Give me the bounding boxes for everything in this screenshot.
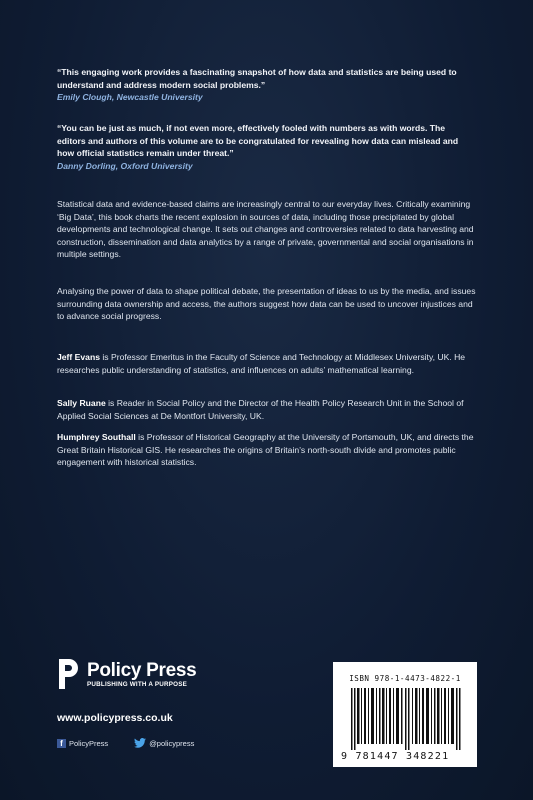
author-bio-text-2: is Reader in Social Policy and the Director of the Health Policy Research Unit in the School of Applied Social Sciences at De Montfort University, UK. (57, 398, 464, 421)
description-paragraph-2: Analysing the power of data to shape political debate, the presentation of ideas to us by the media, and issues surrounding data ownership and access, the authors suggest how data can be used to uncover injustices and to advance social progress. (57, 286, 476, 322)
author-bio-text-1: is Professor Emeritus in the Faculty of Science and Technology at Middlesex University, UK. He researches public understanding of statistics, and influences on adults’ mathematical learning. (57, 352, 466, 375)
author-bio-2 (57, 397, 477, 422)
author-name-2: Sally Ruane (57, 398, 106, 408)
author-bio-1 (57, 351, 477, 376)
policy-press-logo-icon (57, 658, 79, 690)
author-name-1: Jeff Evans (57, 352, 100, 362)
publisher-logo (57, 658, 196, 690)
twitter-icon (134, 738, 146, 748)
social-links (57, 738, 194, 748)
facebook-icon: f (57, 739, 66, 748)
barcode-digits: 9 781447 348221 (341, 751, 450, 762)
quote-2-attribution: Danny Dorling, Oxford University (57, 160, 193, 171)
quote-2-text: “You can be just as much, if not even more, effectively fooled with numbers as with words. The editors and authors of this volume are to be congratulated for revealing how data can mislead and how official statistics remain under threat.” (57, 123, 459, 159)
publisher-name: Policy Press (87, 659, 197, 681)
facebook-handle[interactable]: PolicyPress (69, 738, 109, 748)
quote-1-text: “This engaging work provides a fascinating snapshot of how data and statistics are being used to understand and address modern social problems.” (57, 67, 457, 90)
logo-text (87, 661, 196, 688)
author-bio-3 (57, 431, 477, 469)
author-bio-text-3: is Professor of Historical Geography at the University of Portsmouth, UK, and directs the Great Britain Historical GIS. He researches the origins of Britain’s north-south divide and promotes public engagement with historical statistics. (57, 432, 474, 468)
quote-1-attribution: Emily Clough, Newcastle University (57, 92, 203, 103)
quote-1 (57, 66, 467, 104)
barcode-panel (333, 662, 477, 767)
publisher-tagline: PUBLISHING WITH A PURPOSE (87, 680, 188, 688)
publisher-website[interactable]: www.policypress.co.uk (57, 712, 173, 724)
quote-2 (57, 122, 467, 172)
description-paragraph-1: Statistical data and evidence-based claims are increasingly central to our everyday lives. Critically examining ‘Big Data’, this book charts the recent explosion in sources of data, including those precipitated by global developments and technological change. It sets out changes and controversies related to data harvesting and construction, dissemination and data analytics by a range of private, governmental and social organisations in multiple settings. (57, 199, 474, 260)
twitter-handle[interactable]: @policypress (149, 738, 195, 748)
isbn-label: ISBN 978-1-4473-4822-1 (349, 674, 461, 683)
barcode-icon (351, 688, 463, 750)
author-name-3: Humphrey Southall (57, 432, 136, 442)
